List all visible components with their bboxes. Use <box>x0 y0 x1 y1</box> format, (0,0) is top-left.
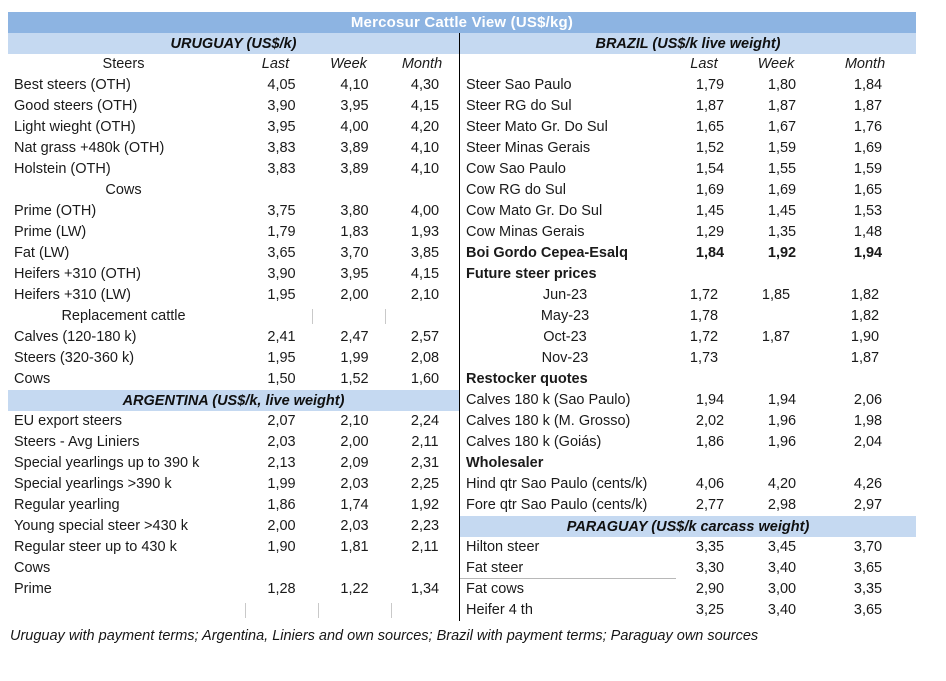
row-label: Prime (LW) <box>14 224 87 240</box>
row-label: Nov-23 <box>541 350 589 366</box>
value-month: 1,82 <box>850 287 880 303</box>
value-month <box>391 600 459 621</box>
value-month: 2,06 <box>853 392 883 408</box>
value-month: 1,94 <box>853 245 883 261</box>
table-row <box>8 474 459 495</box>
value-week: 1,92 <box>767 245 797 261</box>
row-label: Special yearlings >390 k <box>14 476 172 492</box>
value-week: 1,96 <box>767 413 797 429</box>
value-last: 1,52 <box>695 140 725 156</box>
value-month: 2,31 <box>410 455 440 471</box>
value-month: 2,57 <box>410 329 440 345</box>
section-header: BRAZIL (US$/k live weight) <box>460 33 916 54</box>
row-label: Young special steer >430 k <box>14 518 188 534</box>
row-label: Jun-23 <box>542 287 588 303</box>
value-last: 2,13 <box>267 455 296 471</box>
value-last: 2,07 <box>267 413 296 429</box>
value-week: 4,20 <box>767 476 797 492</box>
value-month: 1,92 <box>410 497 440 513</box>
value-week: 1,35 <box>767 224 797 240</box>
table-row <box>460 495 916 516</box>
row-label: Hilton steer <box>466 539 540 555</box>
value-month: 1,87 <box>853 98 883 114</box>
value-week <box>312 306 385 327</box>
row-label: Light wieght (OTH) <box>14 119 136 135</box>
value-month: 2,10 <box>410 287 440 303</box>
row-label: Calves 180 k (Goiás) <box>466 434 602 450</box>
table-row <box>460 54 916 75</box>
value-month: 4,30 <box>410 77 440 93</box>
table-row <box>460 75 916 96</box>
table-row <box>8 537 459 558</box>
value-last: 1,84 <box>695 245 725 261</box>
row-label: Fore qtr Sao Paulo (cents/k) <box>466 497 648 513</box>
row-label: Regular steer up to 430 k <box>14 539 177 555</box>
right-pane <box>460 33 916 621</box>
value-last: 1,29 <box>695 224 725 240</box>
value-month: 2,23 <box>410 518 440 534</box>
table-row <box>8 222 459 243</box>
value-month <box>820 453 916 474</box>
value-last: 3,75 <box>267 203 296 219</box>
value-last: 1,65 <box>695 119 725 135</box>
value-week: 2,09 <box>340 455 369 471</box>
value-last: 1,28 <box>267 581 296 597</box>
value-week: 3,70 <box>340 245 369 261</box>
row-label: Holstein (OTH) <box>14 161 111 177</box>
value-month: Month <box>844 56 886 72</box>
value-last: 1,86 <box>267 497 296 513</box>
value-last: 4,05 <box>267 77 296 93</box>
table-row <box>460 159 916 180</box>
source-note: Uruguay with payment terms; Argentina, Liniers and own sources; Brazil with payment terms; Paraguay own sources <box>10 628 759 644</box>
value-month <box>820 264 916 285</box>
table-row <box>8 495 459 516</box>
value-week: 3,80 <box>340 203 369 219</box>
value-last: 2,02 <box>695 413 725 429</box>
table-title: Mercosur Cattle View (US$/kg) <box>8 12 916 33</box>
value-last: 1,94 <box>695 392 725 408</box>
row-label: Replacement cattle <box>61 308 186 324</box>
value-week: 2,03 <box>340 476 369 492</box>
table-row <box>460 579 916 600</box>
value-last <box>676 369 744 390</box>
section-header: PARAGUAY (US$/k carcass weight) <box>460 516 916 537</box>
value-month: 2,08 <box>410 350 440 366</box>
value-week: 2,47 <box>340 329 369 345</box>
value-month: 3,85 <box>410 245 440 261</box>
table-row <box>460 201 916 222</box>
table-row <box>8 117 459 138</box>
row-label: Cow Mato Gr. Do Sul <box>466 203 603 219</box>
value-week: 1,85 <box>761 287 791 303</box>
table-row <box>460 264 916 285</box>
table-row <box>8 96 459 117</box>
value-month: 1,69 <box>853 140 883 156</box>
value-week: 3,95 <box>340 98 369 114</box>
row-label: Fat cows <box>466 581 525 597</box>
value-last: Last <box>690 56 718 72</box>
row-label: Prime (OTH) <box>14 203 97 219</box>
row-label: Best steers (OTH) <box>14 77 131 93</box>
table-row <box>8 579 459 600</box>
value-last: 3,95 <box>267 119 296 135</box>
row-label: Steer Sao Paulo <box>466 77 572 93</box>
table-row <box>8 264 459 285</box>
value-last <box>676 453 744 474</box>
value-week: 3,89 <box>340 161 369 177</box>
value-last <box>239 180 312 201</box>
value-week: 1,94 <box>767 392 797 408</box>
value-month: 4,10 <box>410 161 440 177</box>
table-row <box>460 390 916 411</box>
value-last: 2,77 <box>695 497 725 513</box>
row-label <box>8 600 245 621</box>
value-week <box>744 453 820 474</box>
value-month: 2,11 <box>411 434 439 450</box>
row-label: Steers (320-360 k) <box>14 350 135 366</box>
value-week: 1,74 <box>340 497 369 513</box>
value-week: 1,67 <box>767 119 797 135</box>
value-month <box>391 558 459 579</box>
row-label: Regular yearling <box>14 497 120 513</box>
value-last: 3,30 <box>695 560 725 576</box>
value-week <box>318 600 391 621</box>
row-label: Cow RG do Sul <box>466 182 566 198</box>
value-month <box>820 369 916 390</box>
value-month: 4,10 <box>410 140 440 156</box>
table-row <box>8 285 459 306</box>
row-label: Calves 180 k (Sao Paulo) <box>466 392 631 408</box>
row-label: Heifers +310 (LW) <box>14 287 131 303</box>
row-label: Cows <box>14 560 51 576</box>
row-label: Good steers (OTH) <box>14 98 138 114</box>
row-label: Steer RG do Sul <box>466 98 572 114</box>
table-row <box>460 285 916 306</box>
value-last <box>245 558 318 579</box>
row-label: Fat steer <box>460 558 676 579</box>
table-row <box>460 96 916 117</box>
section-header: ARGENTINA (US$/k, live weight) <box>8 390 459 411</box>
table-row <box>8 516 459 537</box>
value-last: 3,65 <box>267 245 296 261</box>
value-month: 2,04 <box>853 434 883 450</box>
value-month <box>385 306 459 327</box>
table-row <box>460 243 916 264</box>
value-month: 1,93 <box>410 224 440 240</box>
value-week: 1,99 <box>340 350 369 366</box>
value-last: 1,87 <box>695 98 725 114</box>
value-month: 3,70 <box>853 539 883 555</box>
value-last: 1,78 <box>689 308 719 324</box>
value-month: 4,20 <box>410 119 440 135</box>
value-week <box>744 369 820 390</box>
value-month: 1,53 <box>853 203 883 219</box>
value-week: 2,10 <box>340 413 369 429</box>
value-last: 1,95 <box>267 287 296 303</box>
value-month: 2,97 <box>853 497 883 513</box>
value-month: 4,26 <box>853 476 883 492</box>
row-label: Boi Gordo Cepea-Esalq <box>466 245 628 261</box>
table-row <box>8 180 459 201</box>
table-row <box>460 474 916 495</box>
row-label: Prime <box>14 581 52 597</box>
value-week: 3,40 <box>767 602 797 618</box>
value-month: 1,98 <box>853 413 883 429</box>
value-last: 2,90 <box>695 581 725 597</box>
value-week: 3,95 <box>340 266 369 282</box>
value-last: 1,90 <box>267 539 296 555</box>
value-last <box>245 600 318 621</box>
left-pane <box>8 33 460 621</box>
value-week: 4,10 <box>340 77 369 93</box>
value-month: 1,59 <box>853 161 883 177</box>
value-last: 3,25 <box>695 602 725 618</box>
row-label: Steer Mato Gr. Do Sul <box>466 119 608 135</box>
table-row <box>8 600 459 621</box>
table-row <box>8 54 459 75</box>
row-label: Restocker quotes <box>466 371 588 387</box>
value-last: Last <box>261 56 290 72</box>
row-label: Steers <box>102 56 145 72</box>
value-last: 1,73 <box>689 350 719 366</box>
value-last: 1,99 <box>267 476 296 492</box>
table-row <box>8 411 459 432</box>
value-last: 4,06 <box>695 476 725 492</box>
mercosur-cattle-table <box>8 12 916 644</box>
value-month: 1,60 <box>410 371 440 387</box>
value-last: 3,90 <box>267 266 296 282</box>
value-week <box>738 348 814 369</box>
value-last: 1,72 <box>689 287 719 303</box>
table-row <box>460 453 916 474</box>
table-row <box>8 432 459 453</box>
row-label: Fat (LW) <box>14 245 70 261</box>
table-row <box>460 327 916 348</box>
value-week: 1,69 <box>767 182 797 198</box>
value-last <box>676 264 744 285</box>
value-month: 1,34 <box>410 581 440 597</box>
value-last: 3,83 <box>267 161 296 177</box>
value-week: 1,22 <box>340 581 369 597</box>
table-row <box>460 348 916 369</box>
row-label: Cows <box>105 182 142 198</box>
value-week: 2,03 <box>340 518 369 534</box>
row-label: Future steer prices <box>466 266 597 282</box>
value-month: 4,00 <box>410 203 440 219</box>
value-week: 3,45 <box>767 539 797 555</box>
row-label: Oct-23 <box>543 329 587 345</box>
value-week <box>738 306 814 327</box>
value-week: 2,98 <box>767 497 797 513</box>
table-row <box>460 411 916 432</box>
value-last: 3,35 <box>695 539 725 555</box>
value-week <box>318 558 391 579</box>
value-last: 1,95 <box>267 350 296 366</box>
row-label: Wholesaler <box>466 455 544 471</box>
value-week: Week <box>330 56 367 72</box>
row-label: Calves 180 k (M. Grosso) <box>466 413 631 429</box>
value-last: 2,41 <box>267 329 296 345</box>
row-label: EU export steers <box>14 413 122 429</box>
value-week: 1,80 <box>767 77 797 93</box>
table-row <box>460 306 916 327</box>
table-row <box>8 159 459 180</box>
value-last: 1,79 <box>695 77 725 93</box>
table-body <box>8 33 916 621</box>
table-row <box>460 558 916 579</box>
table-row <box>460 117 916 138</box>
row-label: Steer Minas Gerais <box>466 140 591 156</box>
table-row <box>460 138 916 159</box>
table-row <box>8 453 459 474</box>
value-week: 1,52 <box>340 371 369 387</box>
value-week: 1,59 <box>767 140 797 156</box>
value-month: 1,84 <box>853 77 883 93</box>
table-row <box>8 327 459 348</box>
value-month: 2,24 <box>410 413 440 429</box>
row-label: Heifers +310 (OTH) <box>14 266 141 282</box>
value-week: 2,00 <box>340 287 369 303</box>
value-last: 3,90 <box>267 98 296 114</box>
value-week: 1,45 <box>767 203 797 219</box>
table-row <box>8 348 459 369</box>
row-label: Heifer 4 th <box>466 602 533 618</box>
value-last: 2,03 <box>267 434 296 450</box>
table-row <box>460 432 916 453</box>
value-month: 2,25 <box>410 476 440 492</box>
row-label: Nat grass +480k (OTH) <box>14 140 165 156</box>
table-row <box>8 558 459 579</box>
value-week: 1,55 <box>767 161 797 177</box>
row-label: May-23 <box>540 308 590 324</box>
value-last: 3,83 <box>267 140 296 156</box>
row-label: Cows <box>14 371 51 387</box>
value-month: 4,15 <box>410 266 440 282</box>
value-month: 4,15 <box>410 98 440 114</box>
value-week: 2,00 <box>340 434 369 450</box>
row-label <box>460 54 670 75</box>
value-week <box>312 180 385 201</box>
value-week: 3,40 <box>767 560 797 576</box>
row-label: Special yearlings up to 390 k <box>14 455 200 471</box>
value-month: 3,65 <box>853 602 883 618</box>
value-last: 1,45 <box>695 203 725 219</box>
table-row <box>8 75 459 96</box>
table-row <box>460 222 916 243</box>
row-label: Cow Minas Gerais <box>466 224 585 240</box>
value-week <box>744 264 820 285</box>
value-last: 1,86 <box>695 434 725 450</box>
value-month: 1,87 <box>850 350 880 366</box>
value-month: 2,11 <box>411 539 439 555</box>
table-row <box>8 138 459 159</box>
row-label: Hind qtr Sao Paulo (cents/k) <box>466 476 648 492</box>
table-row <box>460 537 916 558</box>
value-week: 3,00 <box>767 581 797 597</box>
table-row <box>8 201 459 222</box>
value-week: 1,87 <box>767 98 797 114</box>
value-last <box>239 306 312 327</box>
value-last: 1,79 <box>267 224 296 240</box>
value-month: Month <box>401 56 443 72</box>
table-row <box>8 243 459 264</box>
value-week: 1,87 <box>761 329 791 345</box>
table-row <box>8 369 459 390</box>
value-last: 1,69 <box>695 182 725 198</box>
value-last: 2,00 <box>267 518 296 534</box>
value-last: 1,50 <box>267 371 296 387</box>
value-last: 1,72 <box>689 329 719 345</box>
value-month: 1,48 <box>853 224 883 240</box>
value-month: 1,76 <box>853 119 883 135</box>
table-row <box>460 180 916 201</box>
table-row <box>460 600 916 621</box>
value-month: 1,90 <box>850 329 880 345</box>
value-week: 1,96 <box>767 434 797 450</box>
section-header: URUGUAY (US$/k) <box>8 33 459 54</box>
value-week: Week <box>757 56 795 72</box>
row-label: Cow Sao Paulo <box>466 161 566 177</box>
row-label: Calves (120-180 k) <box>14 329 137 345</box>
value-month: 3,35 <box>853 581 883 597</box>
value-last: 1,54 <box>695 161 725 177</box>
value-month <box>385 180 459 201</box>
row-label: Steers - Avg Liniers <box>14 434 140 450</box>
value-week: 1,83 <box>340 224 369 240</box>
value-month: 3,65 <box>853 560 883 576</box>
table-row <box>460 369 916 390</box>
value-month: 1,65 <box>853 182 883 198</box>
value-week: 3,89 <box>340 140 369 156</box>
value-week: 1,81 <box>340 539 369 555</box>
value-week: 4,00 <box>340 119 369 135</box>
table-row <box>8 306 459 327</box>
value-month: 1,82 <box>850 308 880 324</box>
